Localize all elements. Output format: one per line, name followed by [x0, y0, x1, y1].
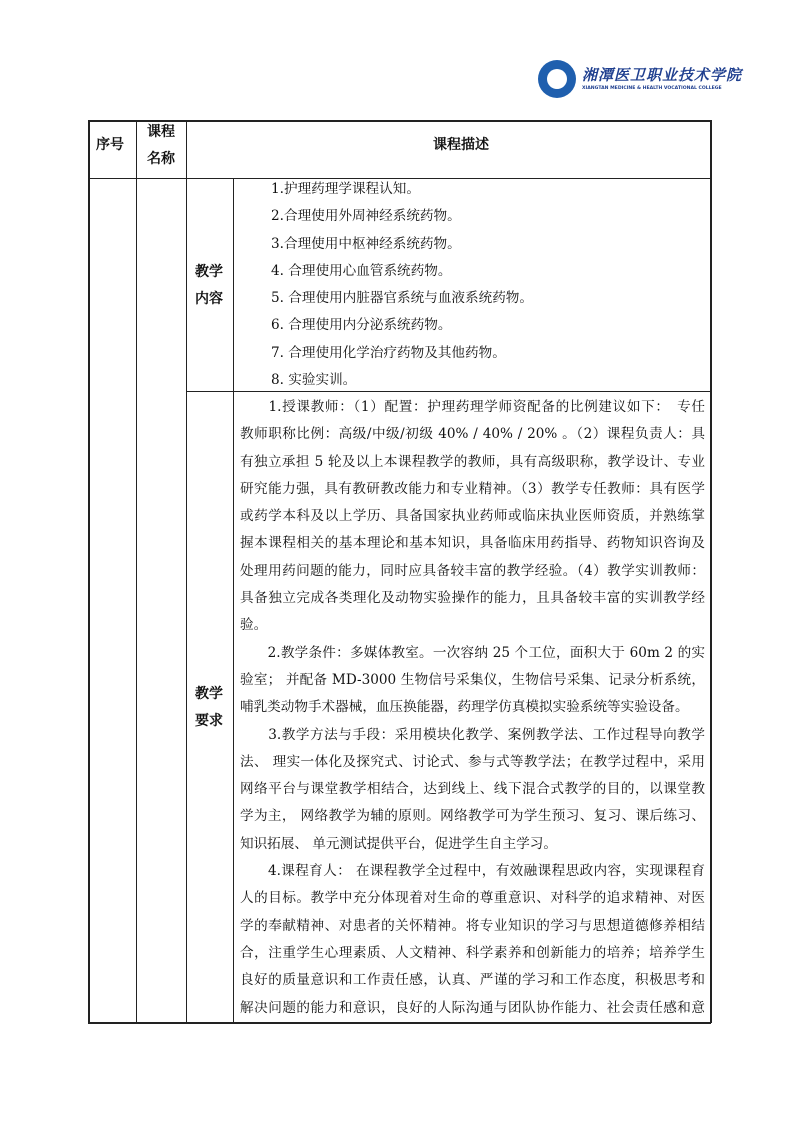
header-course-name: 名称: [147, 151, 175, 167]
content-item: 6. 合理使用内分泌系统药物。: [271, 317, 452, 334]
text-line: 或药学本科及以上学历、具备国家执业药师或临床执业医师资质，并熟练掌: [240, 508, 705, 525]
content-label: 内容: [195, 291, 223, 307]
text-line: 3.教学方法与手段：采用模块化教学、案例教学法、工作过程导向教学: [240, 726, 705, 743]
text-line: 知识拓展、 单元测试提供平台，促进学生自主学习。: [240, 835, 557, 852]
content-item: 4. 合理使用心血管系统药物。: [271, 262, 452, 279]
table-border-bottom: [88, 1022, 711, 1024]
college-name-en: XIANGTAN MEDICINE & HEALTH VOCATIONAL COLLEGE: [582, 86, 722, 91]
text-line: 握本课程相关的基本理论和基本知识，具备临床用药指导、药物知识咨询及: [240, 535, 705, 552]
text-line: 研究能力强，具有教研教改能力和专业精神。（3）教学专任教师：具有医学: [240, 480, 705, 497]
content-list: [271, 176, 533, 394]
content-item: 5. 合理使用内脏器官系统与血液系统药物。: [271, 290, 533, 307]
text-line: 哺乳类动物手术器械，血压换能器，药理学仿真模拟实验系统等实验设备。: [240, 699, 689, 716]
header-index: 序号: [96, 137, 124, 153]
column-divider: [186, 120, 187, 1023]
table-border-right: [710, 120, 712, 1023]
table-border-left: [88, 120, 90, 1023]
requirements-text: [240, 394, 705, 1022]
text-line: 2.教学条件：多媒体教室。一次容纳 25 个工位，面积大于 60m 2 的实: [240, 644, 705, 661]
text-line: 学为主， 网络教学为辅的原则。网络教学可为学生预习、复习、课后练习、: [240, 808, 705, 825]
header-course-name: 课程: [147, 124, 175, 140]
text-line: 人的目标。教学中充分体现着对生命的尊重意识、对科学的追求精神、对医: [240, 890, 705, 907]
content-label: 教学: [195, 264, 223, 280]
text-line: 法、 理实一体化及探究式、讨论式、参与式等教学法；在教学过程中，采用: [240, 753, 705, 770]
content-item: 1.护理药理学课程认知。: [271, 181, 420, 197]
requirements-label: 要求: [195, 713, 223, 729]
header-description: 课程描述: [433, 137, 489, 153]
text-line: 验室； 并配备 MD-3000 生物信号采集仪，生物信号采集、记录分析系统，: [240, 671, 705, 688]
column-divider: [136, 120, 137, 1023]
text-line: 网络平台与课堂教学相结合，达到线上、线下混合式教学的目的，以课堂教: [240, 781, 705, 798]
content-item: 8. 实验实训。: [271, 372, 357, 389]
college-name-cn: 湘潭医卫职业技术学院: [582, 66, 743, 84]
requirements-label: 教学: [195, 686, 223, 702]
content-item: 7. 合理使用化学治疗药物及其他药物。: [271, 344, 506, 361]
text-line: 处理用药问题的能力，同时应具备较丰富的教学经验。（4）教学实训教师：: [240, 562, 705, 579]
text-line: 具备独立完成各类理化及动物实验操作的能力，且具备较丰富的实训教学经: [240, 590, 705, 607]
content-item: 3.合理使用中枢神经系统药物。: [271, 235, 461, 252]
text-line: 合，注重学生心理素质、人文精神、科学素养和创新能力的培养；培养学生: [240, 944, 705, 961]
text-line: 良好的质量意识和工作责任感，认真、严谨的学习和工作态度，积极思考和: [240, 972, 705, 989]
table-border-top: [88, 120, 711, 122]
text-line: 教师职称比例：高级/中级/初级 40% / 40% / 20% 。（2）课程负责人：具: [240, 426, 705, 443]
text-line: 验。: [240, 617, 268, 634]
text-line: 1.授课教师：（1）配置：护理药理学师资配备的比例建议如下： 专任: [240, 399, 705, 415]
text-line: 学的奉献精神、对患者的关怀精神。将专业知识的学习与思想道德修养相结: [240, 917, 705, 934]
text-line: 解决问题的能力和意识，良好的人际沟通与团队协作能力、社会责任感和意: [240, 999, 705, 1016]
content-item: 2.合理使用外周神经系统药物。: [271, 208, 461, 225]
text-line: 4.课程育人： 在课程教学全过程中，有效融课程思政内容，实现课程育: [240, 863, 705, 880]
college-logo: [538, 60, 743, 102]
column-divider: [233, 178, 234, 1023]
college-emblem-icon: [538, 60, 576, 98]
text-line: 有独立承担 5 轮及以上本课程教学的教师，具有高级职称，教学设计、专业: [240, 453, 705, 470]
